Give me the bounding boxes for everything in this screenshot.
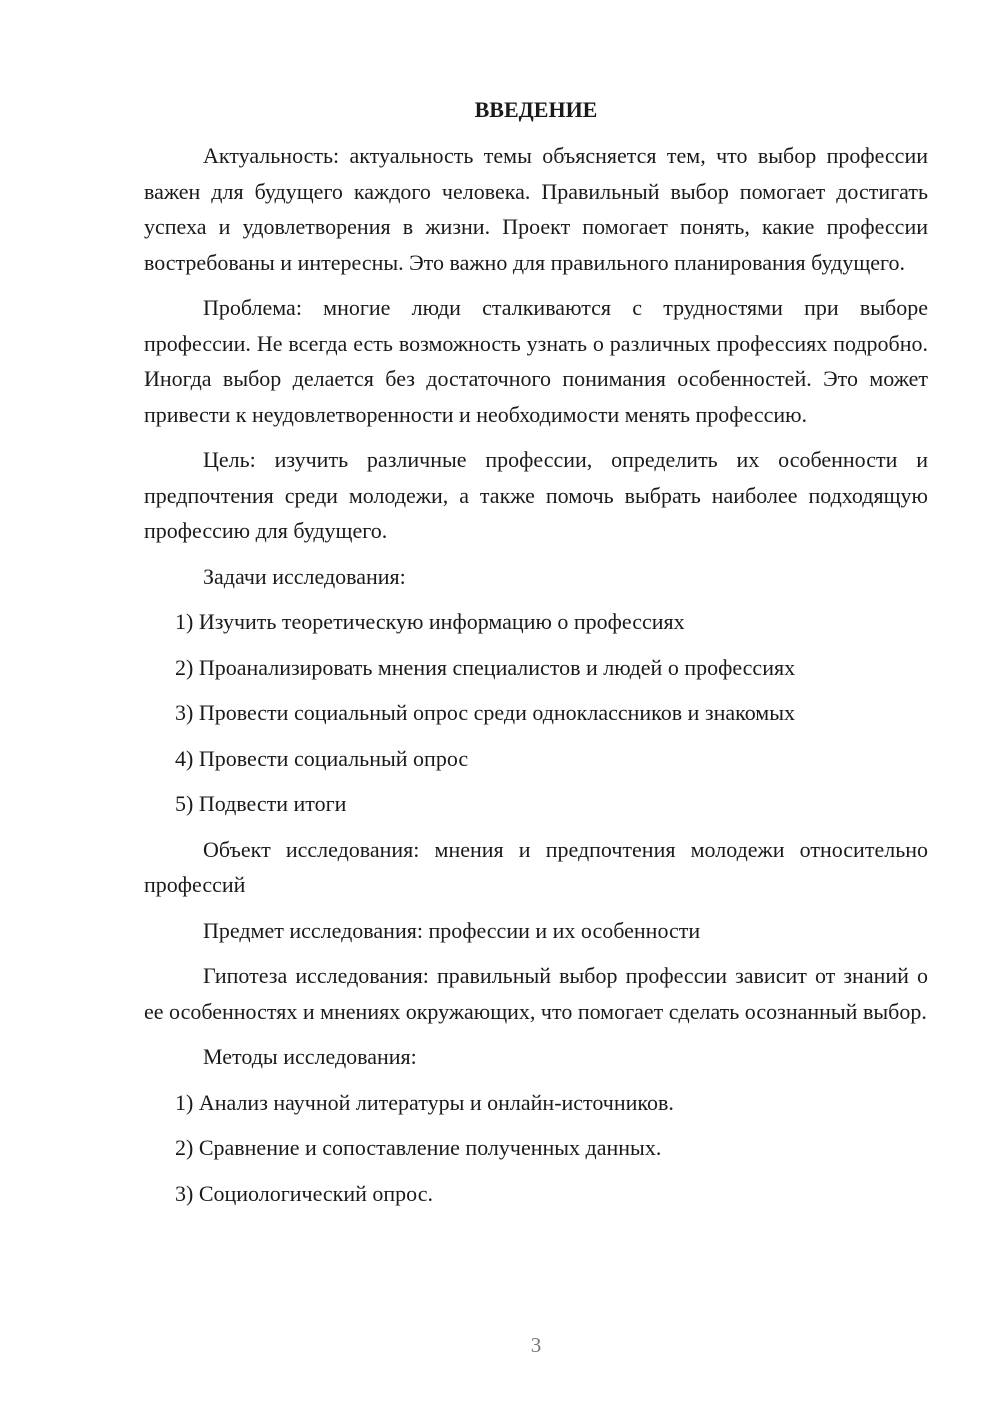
task-item-4: 4) Провести социальный опрос — [175, 745, 469, 771]
page-content — [144, 96, 928, 1221]
relevance-paragraph: Актуальность: актуальность темы объясняется тем, что выбор профессии важен для будущего каждого человека. Правильный выбор помогает достигать успеха и удовлетворения в жизни. Проект помогает понять, какие профессии востребованы и интересны. Это важно для правильного планирования будущего. — [144, 143, 928, 275]
task-item-1: 1) Изучить теоретическую информацию о профессиях — [175, 609, 685, 634]
task-item-3: 3) Провести социальный опрос среди одноклассников и знакомых — [175, 700, 795, 725]
page-number: 3 — [530, 1333, 542, 1357]
section-title: ВВЕДЕНИЕ — [474, 97, 598, 122]
task-item-5: 5) Подвести итоги — [175, 791, 347, 816]
methods-heading: Методы исследования: — [203, 1044, 417, 1069]
method-item-2: 2) Сравнение и сопоставление полученных данных. — [175, 1135, 662, 1160]
method-item-3: 3) Социологический опрос. — [175, 1180, 433, 1206]
subject-paragraph: Предмет исследования: профессии и их особенности — [203, 917, 701, 943]
problem-paragraph: Проблема: многие люди сталкиваются с трудностями при выборе профессии. Не всегда есть возможность узнать о различных профессиях подробно. Иногда выбор делается без достаточного понимания особенностей. Это может привести к неудовлетворенности и необходимости менять профессию. — [144, 295, 928, 427]
method-item-1: 1) Анализ научной литературы и онлайн-источников. — [175, 1089, 674, 1115]
task-item-2: 2) Проанализировать мнения специалистов и людей о профессиях — [175, 654, 796, 680]
hypothesis-paragraph: Гипотеза исследования: правильный выбор профессии зависит от знаний о ее особенностях и мнениях окружающих, что помогает сделать осознанный выбор. — [144, 963, 928, 1024]
goal-paragraph: Цель: изучить различные профессии, определить их особенности и предпочтения среди молодежи, а также помочь выбрать наиболее подходящую профессию для будущего. — [144, 447, 928, 543]
tasks-heading: Задачи исследования: — [203, 563, 406, 589]
object-paragraph: Объект исследования: мнения и предпочтения молодежи относительно профессий — [144, 836, 928, 897]
